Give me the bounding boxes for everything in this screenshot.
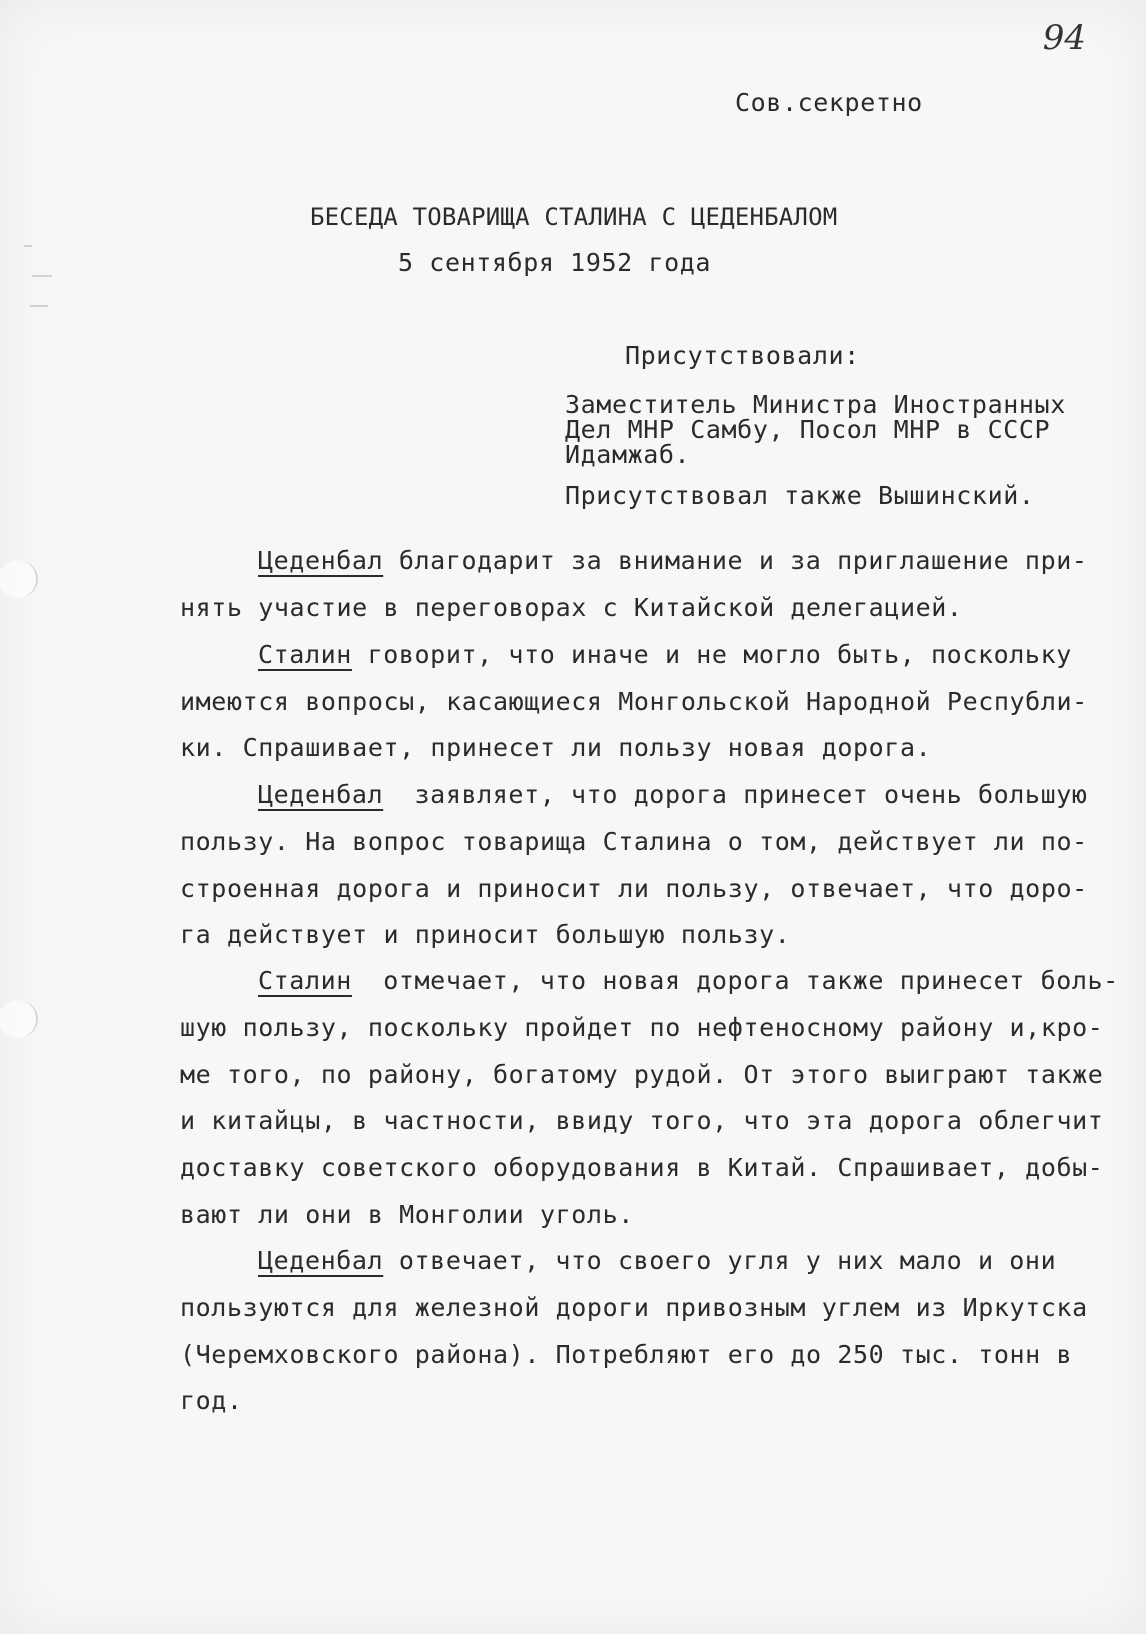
paragraph-line: Цеденбал заявляет, что дорога принесет очень большую xyxy=(258,780,1088,809)
document-title: БЕСЕДА ТОВАРИЩА СТАЛИНА С ЦЕДЕНБАЛОМ xyxy=(310,203,838,231)
paragraph-line: доставку советского оборудования в Китай. Спрашивает, добы- xyxy=(180,1153,1104,1182)
speck xyxy=(32,275,52,277)
paragraph-line: пользуются для железной дороги привозным углем из Иркутска xyxy=(180,1293,1088,1322)
speck xyxy=(30,305,48,307)
speaker-name: Сталин xyxy=(258,640,352,669)
paragraph-line: ме того, по району, богатому рудой. От этого выиграют также xyxy=(180,1060,1104,1089)
paragraph-line: вают ли они в Монголии уголь. xyxy=(180,1200,634,1229)
attendance-line: Дел МНР Самбу, Посол МНР в СССР xyxy=(565,415,1051,444)
paragraph-line: год. xyxy=(180,1386,243,1415)
paragraph-line: пользу. На вопрос товарища Сталина о том, действует ли по- xyxy=(180,827,1088,856)
speaker-name: Цеденбал xyxy=(258,546,384,575)
paragraph-line: шую пользу, поскольку пройдет по нефтеносному району и,кро- xyxy=(180,1013,1104,1042)
page-number: 94 xyxy=(1042,18,1086,58)
paragraph-line: нять участие в переговорах с Китайской делегацией. xyxy=(180,593,963,622)
paragraph-line: Цеденбал отвечает, что своего угля у них мало и они xyxy=(258,1246,1057,1275)
paragraph-line: Сталин отмечает, что новая дорога также принесет боль- xyxy=(258,966,1119,995)
paragraph-line: Сталин говорит, что иначе и не могло быть, поскольку xyxy=(258,640,1072,669)
speck xyxy=(24,245,32,247)
paragraph-line: ки. Спрашивает, принесет ли пользу новая дорога. xyxy=(180,733,932,762)
document-date: 5 сентября 1952 года xyxy=(398,248,712,277)
punch-hole xyxy=(0,1000,38,1038)
paragraph-line: строенная дорога и приносит ли пользу, отвечает, что доро- xyxy=(180,874,1088,903)
paragraph-line: га действует и приносит большую пользу. xyxy=(180,920,791,949)
paragraph-line: Цеденбал благодарит за внимание и за приглашение при- xyxy=(258,546,1088,575)
punch-hole xyxy=(0,560,38,598)
attendance-line: Заместитель Министра Иностранных xyxy=(565,390,1066,419)
attendance-also: Присутствовал также Вышинский. xyxy=(565,481,1035,510)
paragraph-line: и китайцы, в частности, ввиду того, что эта дорога облегчит xyxy=(180,1106,1104,1135)
attendance-line: Идамжаб. xyxy=(565,440,691,469)
speaker-name: Сталин xyxy=(258,966,352,995)
classification-stamp: Сов.секретно xyxy=(735,88,923,117)
paragraph-line: имеются вопросы, касающиеся Монгольской Народной Республи- xyxy=(180,687,1088,716)
speaker-name: Цеденбал xyxy=(258,780,384,809)
paragraph-line: (Черемховского района). Потребляют его до 250 тыс. тонн в xyxy=(180,1340,1073,1369)
attendance-heading: Присутствовали: xyxy=(625,341,860,370)
speaker-name: Цеденбал xyxy=(258,1246,384,1275)
